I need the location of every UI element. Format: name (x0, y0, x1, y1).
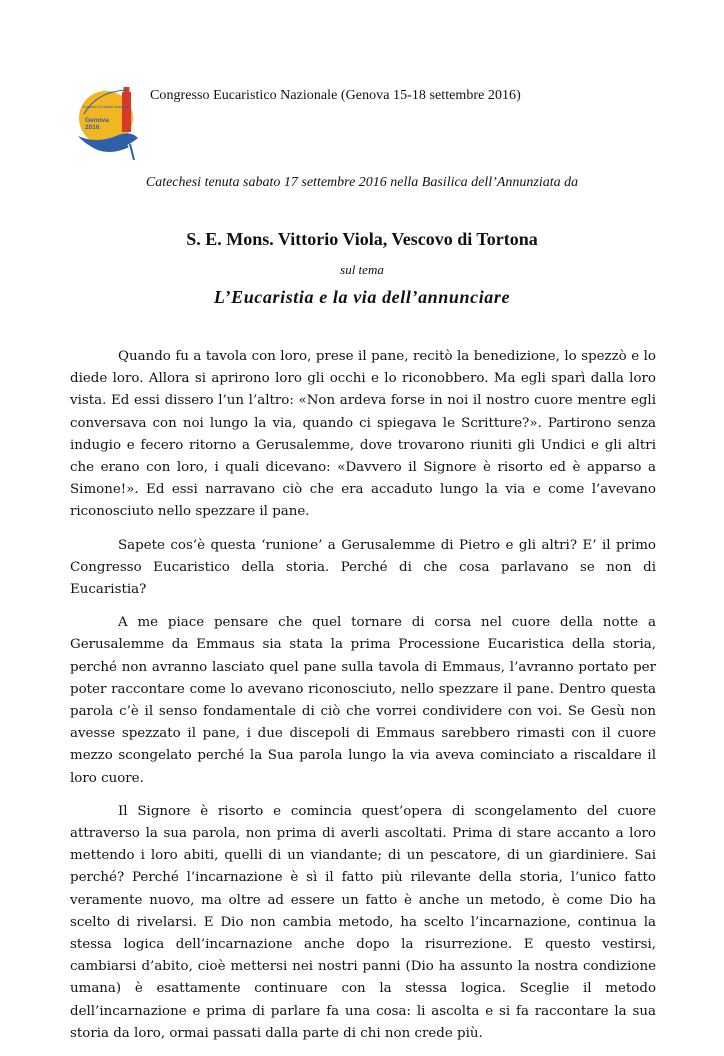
paragraph: Sapete cos’è questa ‘runione’ a Gerusalemme di Pietro e gli altri? E’ il primo Congresso Eucaristico della storia. Perché di che cosa parlavano se non di Eucaristia? (70, 537, 656, 598)
congress-logo (76, 78, 142, 168)
logo-tower (122, 92, 131, 132)
logo-graphic (76, 78, 142, 168)
body-text (70, 346, 656, 1056)
logo-year-text: 2016 (85, 124, 100, 131)
topic-title: L’Eucaristia e la via dell’annunciare (213, 287, 511, 307)
speaker-title: S. E. Mons. Vittorio Viola, Vescovo di Tortona (186, 229, 538, 249)
paragraph: Quando fu a tavola con loro, prese il pane, recitò la benedizione, lo spezzò e lo diede loro. Allora si aprirono loro gli occhi e lo riconobbero. Ma egli sparì dalla loro vista. Ed essi dissero l’un l’altro: «Non ardeva forse in noi il nostro cuore mentre egli conversava con noi lungo la via, quando ci spiegava le Scritture?». Partirono senza indugio e fecero ritorno a Gerusalemme, dove trovarono riuniti gli Undici e gli altri che erano con loro, i quali dicevano: «Davvero il Signore è risorto ed è apparso a Simone!». Ed essi narravano ciò che era accaduto lungo la via e come l’avevano riconosciuto nello spezzare il pane. (70, 349, 656, 520)
sul-tema-label: sul tema (340, 262, 384, 277)
catechesi-intro: Catechesi tenuta sabato 17 settembre 2016 nella Basilica dell’Annunziata da (145, 175, 579, 190)
paragraph: A me piace pensare che quel tornare di corsa nel cuore della notte a Gerusalemme da Emmaus sia stata la prima Processione Eucaristica della storia, perché non avranno lasciato quel pane sulla tavola di Emmaus, l’avranno portato per poter raccontare come lo avevano riconosciuto, nello spezzare il pane. Dentro questa parola c’è il senso fondamentale di ciò che vorrei condividere con voi. Se Gesù non avesse spezzato il pane, i due discepoli di Emmaus sarebbero rimasti con il cuore mezzo scongelato perché la Sua parola lungo la via aveva cominciato a riscaldare il loro cuore. (70, 615, 656, 786)
logo-congress-text: Congresso Eucaristico Nazionale (82, 105, 129, 109)
header-line: Congresso Eucaristico Nazionale (Genova 15-18 settembre 2016) (150, 88, 521, 103)
logo-city-text: Genova (85, 117, 109, 124)
paragraph: Il Signore è risorto e comincia quest’opera di scongelamento del cuore attraverso la sua parola, non prima di averli ascoltati. Prima di stare accanto a loro mettendo i loro abiti, quelli di un viandante; di un pescatore, di un giardiniere. Sai perché? Perché l’incarnazione è sì il fatto più rilevante della storia, l’unico fatto veramente nuovo, ma oltre ad essere un fatto è anche un metodo, è come Dio ha scelto di rivelarsi. E Dio non cambia metodo, ha scelto l’incarnazione, continua la stessa logica dell’incarnazione anche dopo la risurrezione. E questo vestirsi, cambiarsi d’abito, cioè mettersi nei nostri panni (Dio ha assunto la nostra condizione umana) è esattamente continuare con la stessa logica. Sceglie il metodo dell’incarnazione e prima di parlare fa una cosa: li ascolta e si fa raccontare la sua storia da loro, ormai passati dalla parte di chi non crede più. (70, 803, 656, 1041)
